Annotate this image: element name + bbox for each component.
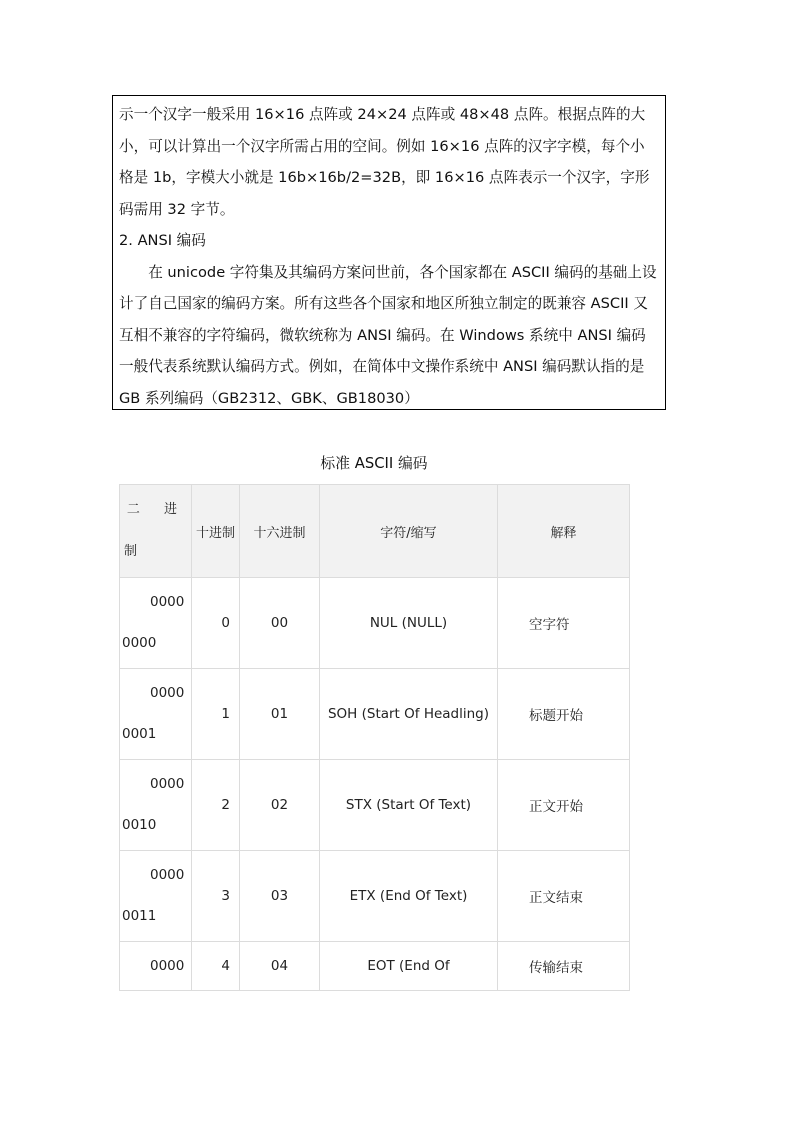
binary-low: 0010: [122, 817, 157, 833]
header-binary: [120, 485, 192, 578]
table-row: [120, 942, 630, 991]
hex-cell: 04: [240, 942, 320, 991]
table-header-row: [120, 485, 630, 578]
paragraph-2: 在 unicode 字符集及其编码方案问世前，各个国家都在 ASCII 编码的基础上设计了自己国家的编码方案。所有这些各个国家和地区所独立制定的既兼容 ASCII 又互相不兼容的字符编码，微软统称为 ANSI 编码。在 Windows 系统中 ANSI 编码一般代表系统默认编码方式。例如，在简体中文操作系统中 ANSI 编码默认指的是 GB 系列编码（GB2312、GBK、GB18030）: [119, 263, 657, 407]
header-hex: 十六进制: [240, 485, 320, 578]
header-binary-line-2: 制: [124, 544, 138, 559]
binary-high: 0000: [150, 776, 185, 792]
binary-cell: [120, 942, 192, 991]
table-row: [120, 578, 630, 669]
meaning-cell: 传输结束: [498, 942, 630, 991]
binary-low: 0001: [122, 726, 157, 742]
binary-low: 0011: [122, 908, 157, 924]
section-heading: 2. ANSI 编码: [119, 232, 206, 249]
hex-cell: 02: [240, 760, 320, 851]
header-binary-line-1: 二 进: [126, 502, 187, 517]
hex-cell: 00: [240, 578, 320, 669]
paragraph-1: 示一个汉字一般采用 16×16 点阵或 24×24 点阵或 48×48 点阵。根据点阵的大小，可以计算出一个汉字所需占用的空间。例如 16×16 点阵的汉字字模，每个小格是 1b，字模大小就是 16b×16b/2=32B，即 16×16 点阵表示一个汉字，字形码需用 32 字节。: [119, 106, 650, 218]
decimal-cell: 3: [192, 851, 240, 942]
char-cell: NUL (NULL): [320, 578, 498, 669]
char-cell: ETX (End Of Text): [320, 851, 498, 942]
hex-cell: 01: [240, 669, 320, 760]
hex-cell: 03: [240, 851, 320, 942]
header-meaning: 解释: [498, 485, 630, 578]
char-cell: SOH (Start Of Headling): [320, 669, 498, 760]
decimal-cell: 2: [192, 760, 240, 851]
ascii-table: [119, 484, 630, 991]
meaning-cell: 空字符: [498, 578, 630, 669]
decimal-cell: 1: [192, 669, 240, 760]
binary-high: 0000: [150, 957, 185, 974]
decimal-cell: 4: [192, 942, 240, 991]
binary-high: 0000: [150, 685, 185, 701]
table-title: 标准 ASCII 编码: [320, 455, 428, 472]
table-row: [120, 760, 630, 851]
binary-high: 0000: [150, 867, 185, 883]
meaning-cell: 正文结束: [498, 851, 630, 942]
char-cell: STX (Start Of Text): [320, 760, 498, 851]
binary-cell: [120, 851, 192, 942]
binary-high: 0000: [150, 594, 185, 610]
binary-cell: [120, 578, 192, 669]
header-decimal: 十进制: [192, 485, 240, 578]
meaning-cell: 正文开始: [498, 760, 630, 851]
binary-low: 0000: [122, 635, 157, 651]
table-row: [120, 669, 630, 760]
binary-cell: [120, 760, 192, 851]
header-char: 字符/缩写: [320, 485, 498, 578]
table-row: [120, 851, 630, 942]
meaning-cell: 标题开始: [498, 669, 630, 760]
binary-cell: [120, 669, 192, 760]
char-cell: EOT (End Of: [320, 942, 498, 991]
decimal-cell: 0: [192, 578, 240, 669]
text-box: [112, 95, 666, 410]
